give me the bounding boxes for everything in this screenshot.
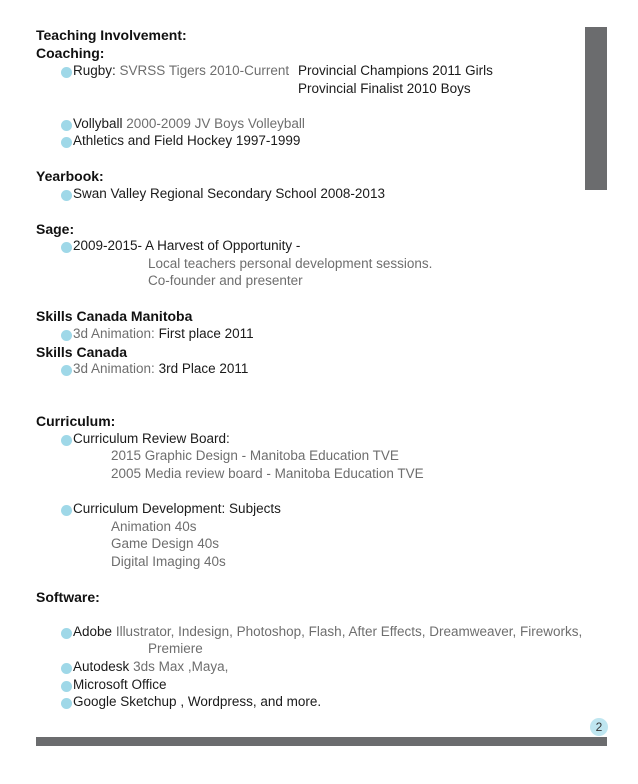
autodesk-label: Autodesk [73, 659, 130, 674]
skills-manitoba-item [73, 326, 254, 341]
adobe-label: Adobe [73, 624, 113, 639]
skills-manitoba-heading: Skills Canada Manitoba [36, 308, 193, 324]
google-item: Google Sketchup , Wordpress, and more. [73, 694, 322, 709]
sage-heading: Sage: [36, 221, 75, 237]
volleyball-item [73, 116, 305, 131]
curriculum-review-2: 2005 Media review board - Manitoba Education TVE [111, 466, 424, 481]
volleyball-label: Vollyball [73, 116, 123, 131]
subject-item: Animation 40s [111, 519, 197, 534]
sage-line-2: Local teachers personal development sessions. [148, 256, 433, 271]
rugby-item [73, 63, 289, 78]
subject-item: Game Design 40s [111, 536, 220, 551]
bullet-icon [61, 365, 72, 376]
bullet-icon [61, 190, 72, 201]
skills-manitoba-label: 3d Animation: [73, 326, 155, 341]
bullet-icon [61, 505, 72, 516]
footer-bar [36, 737, 607, 746]
adobe-detail: Illustrator, Indesign, Photoshop, Flash, After Effects, Dreamweaver, Fireworks, [115, 624, 583, 639]
bullet-icon [61, 137, 72, 148]
page-number: 2 [590, 718, 608, 736]
rugby-award-2: Provincial Finalist 2010 Boys [298, 81, 471, 96]
curriculum-review-1: 2015 Graphic Design - Manitoba Education TVE [111, 448, 399, 463]
rugby-label: Rugby: [73, 63, 116, 78]
bullet-icon [61, 120, 72, 131]
curriculum-development-item: Curriculum Development: Subjects [73, 501, 281, 516]
sage-line-3: Co-founder and presenter [148, 273, 303, 288]
bullet-icon [61, 242, 72, 253]
coaching-heading: Coaching: [36, 45, 105, 61]
curriculum-heading: Curriculum: [36, 413, 116, 429]
rugby-detail: SVRSS Tigers 2010-Current [119, 63, 290, 78]
bullet-icon [61, 67, 72, 78]
software-heading: Software: [36, 589, 100, 605]
bullet-icon [61, 698, 72, 709]
skills-manitoba-value: First place 2011 [158, 326, 254, 341]
autodesk-detail: 3ds Max ,Maya, [133, 659, 229, 674]
bullet-icon [61, 435, 72, 446]
rugby-award-1: Provincial Champions 2011 Girls [298, 63, 493, 78]
skills-canada-heading: Skills Canada [36, 344, 128, 360]
yearbook-heading: Yearbook: [36, 168, 104, 184]
bullet-icon [61, 681, 72, 692]
skills-canada-label: 3d Animation: [73, 361, 155, 376]
microsoft-item: Microsoft Office [73, 677, 167, 692]
adobe-item [73, 624, 582, 639]
sidebar-bar [585, 27, 607, 190]
sage-item: 2009-2015- A Harvest of Opportunity - [73, 238, 301, 253]
bullet-icon [61, 663, 72, 674]
teaching-heading: Teaching Involvement: [36, 27, 187, 43]
skills-canada-item [73, 361, 248, 376]
volleyball-detail: 2000-2009 JV Boys Volleyball [126, 116, 305, 131]
yearbook-item: Swan Valley Regional Secondary School 2008-2013 [73, 186, 385, 201]
subject-item: Digital Imaging 40s [111, 554, 226, 569]
bullet-icon [61, 628, 72, 639]
bullet-icon [61, 330, 72, 341]
autodesk-item [73, 659, 228, 674]
adobe-detail-2: Premiere [148, 641, 203, 656]
curriculum-review-item: Curriculum Review Board: [73, 431, 230, 446]
skills-canada-value: 3rd Place 2011 [158, 361, 249, 376]
athletics-item: Athletics and Field Hockey 1997-1999 [73, 133, 301, 148]
